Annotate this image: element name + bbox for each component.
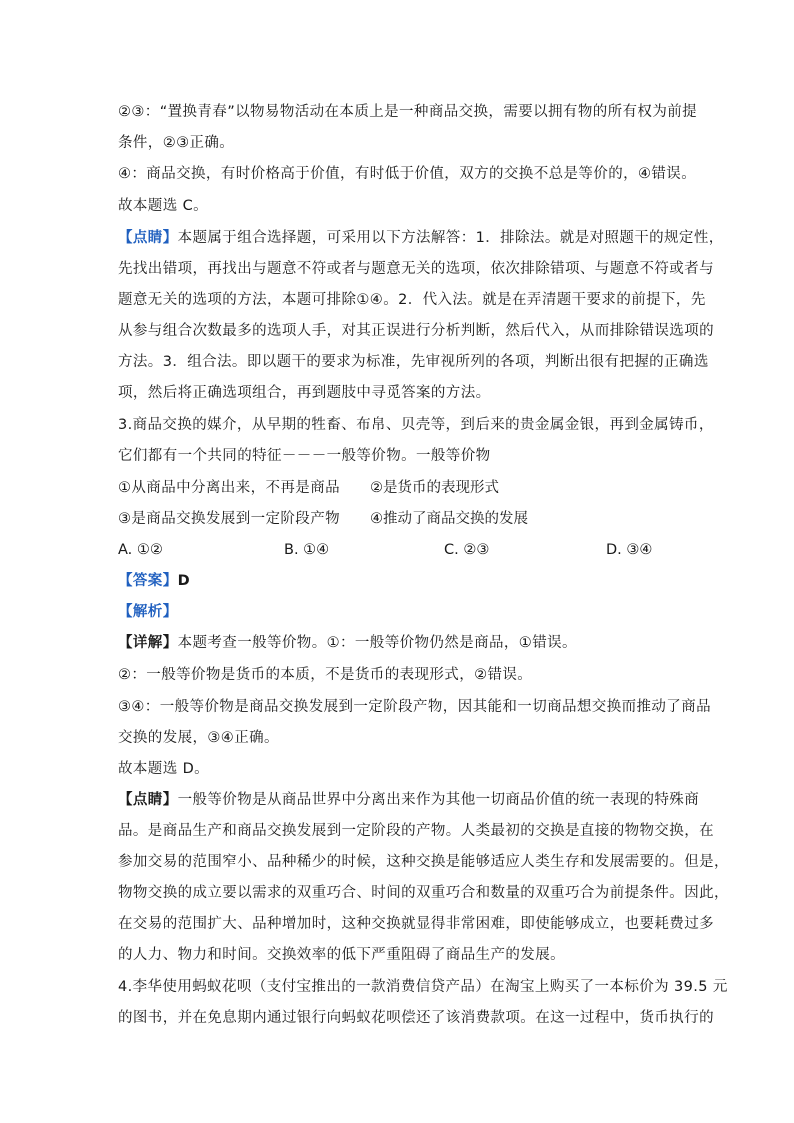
tip-tag: 【点睛】 xyxy=(118,792,178,808)
q3-statement-4: ④推动了商品交换的发展 xyxy=(370,511,528,527)
q2-tip-line: 题意无关的选项的方法，本题可排除①④。2．代入法。就是在弄清题干要求的前提下，先 xyxy=(118,292,706,308)
analysis-tag: 【解析】 xyxy=(118,604,178,620)
q3-option-d: D. ③④ xyxy=(606,542,653,558)
q4-stem-line: 4.李华使用蚂蚁花呗（支付宝推出的一款消费信贷产品）在淘宝上购买了一本标价为 39.5 元 xyxy=(118,979,728,995)
q3-detail-line: 交换的发展，③④正确。 xyxy=(118,730,279,746)
q3-detail-line: ②：一般等价物是货币的本质，不是货币的表现形式，②错误。 xyxy=(118,667,533,683)
q3-statement-3: ③是商品交换发展到一定阶段产物 xyxy=(118,511,340,527)
q3-tip-line: 品。是商品生产和商品交换发展到一定阶段的产物。人类最初的交换是直接的物物交换，在 xyxy=(118,823,714,839)
tip-text: 一般等价物是从商品世界中分离出来作为其他一切商品价值的统一表现的特殊商 xyxy=(177,792,700,808)
q3-option-b: B. ①④ xyxy=(284,542,330,558)
q2-analysis-line: 条件，②③正确。 xyxy=(118,135,235,151)
answer-tag: 【答案】 xyxy=(118,573,178,589)
q3-option-a: A. ①② xyxy=(118,542,163,558)
q2-tip-line: 先找出错项，再找出与题意不符或者与题意无关的选项，依次排除错项、与题意不符或者与 xyxy=(118,261,714,277)
q2-tip-line: 项，然后将正确选项组合，再到题肢中寻觅答案的方法。 xyxy=(118,385,491,401)
q2-tip-line xyxy=(118,228,724,248)
q3-stem-line: 它们都有一个共同的特征－－－一般等价物。一般等价物 xyxy=(118,448,491,464)
q3-statement-2: ②是货币的表现形式 xyxy=(370,480,499,496)
q3-tip-line: 参加交易的范围窄小、品种稀少的时候，这种交换是能够适应人类生存和发展需要的。但是， xyxy=(118,854,729,870)
q2-tip-line: 从参与组合次数最多的选项人手，对其正误进行分析判断，然后代入，从而排除错误选项的 xyxy=(118,323,714,339)
q3-tip-line: 在交易的范围扩大、品种增加时，这种交换就显得非常困难，即使能够成立，也要耗费过多 xyxy=(118,916,714,932)
answer-value: D xyxy=(177,573,191,589)
q4-stem-line: 的图书，并在免息期内通过银行向蚂蚁花呗偿还了该消费款项。在这一过程中，货币执行的 xyxy=(118,1010,714,1026)
tip-text: 本题属于组合选择题，可采用以下方法解答：1．排除法。就是对照题干的规定性， xyxy=(177,230,724,246)
q3-option-c: C. ②③ xyxy=(444,542,490,558)
q3-analysis-heading xyxy=(118,602,178,622)
q3-tip-line: 的人力、物力和时间。交换效率的低下严重阻碍了商品生产的发展。 xyxy=(118,947,565,963)
q3-tip-line xyxy=(118,790,699,810)
q3-tip-line: 物物交换的成立要以需求的双重巧合、时间的双重巧合和数量的双重巧合为前提条件。因此， xyxy=(118,885,729,901)
tip-tag: 【点睛】 xyxy=(118,230,178,246)
q3-stem-line: 3.商品交换的媒介，从早期的牲畜、布帛、贝壳等，到后来的贵金属金银，再到金属铸币， xyxy=(118,417,714,433)
q2-conclusion: 故本题选 C。 xyxy=(118,198,209,214)
q2-analysis-line: ②③：“置换青春”以物易物活动在本质上是一种商品交换，需要以拥有物的所有权为前提 xyxy=(118,104,698,120)
q3-answer xyxy=(118,571,190,591)
detail-text: 本题考查一般等价物。①：一般等价物仍然是商品，①错误。 xyxy=(177,635,577,651)
q2-analysis-line: ④：商品交换，有时价格高于价值，有时低于价值，双方的交换不总是等价的，④错误。 xyxy=(118,166,697,182)
q3-detail-line xyxy=(118,633,577,653)
q3-conclusion: 故本题选 D。 xyxy=(118,761,210,777)
q3-statement-1: ①从商品中分离出来，不再是商品 xyxy=(118,480,340,496)
q2-tip-line: 方法。3．组合法。即以题干的要求为标准，先审视所列的各项，判断出很有把握的正确选 xyxy=(118,354,709,370)
detail-tag: 【详解】 xyxy=(118,635,178,651)
q3-detail-line: ③④：一般等价物是商品交换发展到一定阶段产物，因其能和一切商品想交换而推动了商品 xyxy=(118,699,711,715)
